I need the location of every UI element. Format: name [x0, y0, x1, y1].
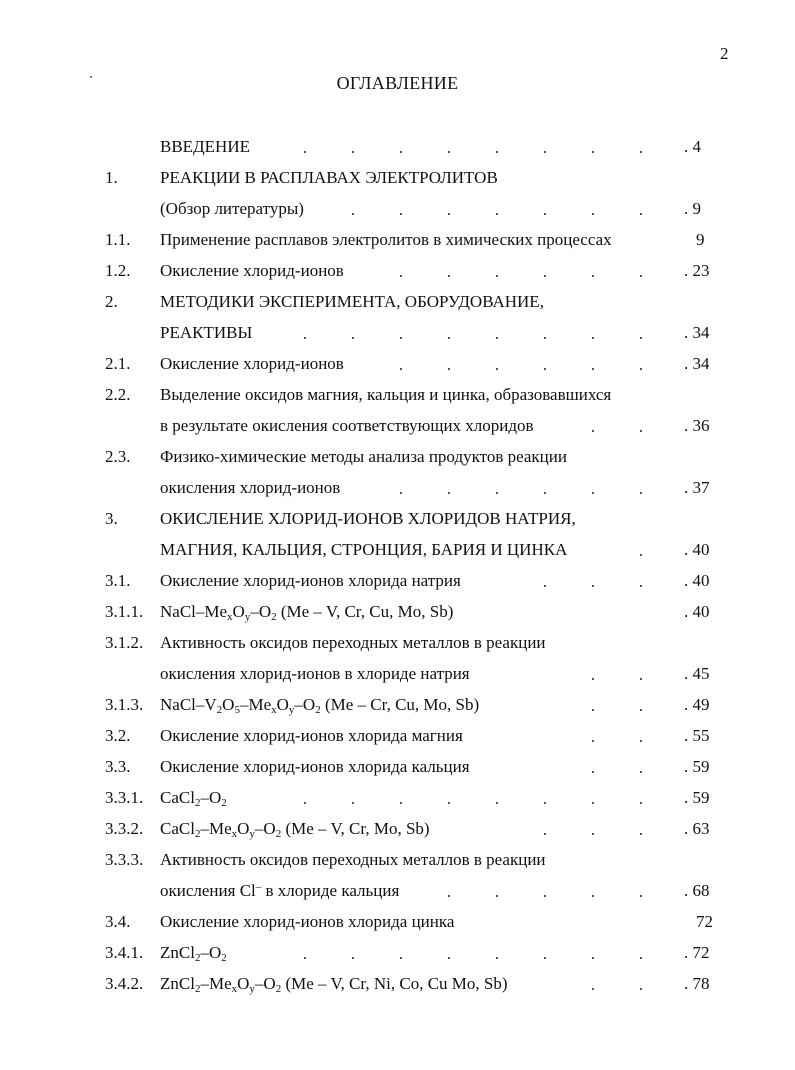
toc-entry-title: Окисление хлорид-ионов хлорида цинка	[160, 912, 455, 931]
toc-entry	[0, 972, 795, 996]
toc-entry-number: 3.1.	[105, 571, 131, 590]
toc-entry	[0, 817, 795, 841]
toc-entry-page: . 40	[684, 600, 710, 624]
toc-entry-title: (Обзор литературы)	[160, 199, 304, 218]
dot-leader	[0, 786, 795, 810]
toc-entry-title: NaCl–$Me_xO_y-O_2$ (Me – V, Cr, Cu, Mo, Sb)	[160, 602, 454, 623]
toc-entry	[0, 600, 795, 624]
toc-entry-page: . 59	[684, 786, 710, 810]
toc-entry	[0, 507, 795, 531]
toc-entry-number: 2.1.	[105, 354, 131, 373]
toc-entry-number: 1.2.	[105, 261, 131, 280]
toc-entry	[0, 910, 795, 934]
dot-leader	[0, 569, 795, 593]
toc-entry-page: . 37	[684, 476, 710, 500]
toc-entry	[0, 414, 795, 438]
toc-entry-title: РЕАКТИВЫ	[160, 323, 253, 342]
toc-entry-title: $ZnCl_2-O_2$	[160, 943, 227, 964]
dot-leader	[0, 972, 795, 996]
toc-entry-page: . 23	[684, 259, 710, 283]
dot-leader	[0, 321, 795, 345]
toc-entry	[0, 228, 795, 252]
toc-entry-number: 3.1.3.	[105, 695, 144, 714]
toc-entry-page: . 36	[684, 414, 710, 438]
dot-leader	[0, 538, 795, 562]
toc-entry	[0, 352, 795, 376]
toc-entry	[0, 848, 795, 872]
toc-entry	[0, 445, 795, 469]
toc-entry-title: окисления Cl– в хлориде кальция	[160, 881, 400, 900]
toc-entry-number: 3.3.1.	[105, 788, 144, 807]
toc-entry-number: 3.3.	[105, 757, 131, 776]
toc-entry-page: . 59	[684, 755, 710, 779]
dot-leader	[0, 352, 795, 376]
toc-entry	[0, 135, 795, 159]
toc-entry	[0, 941, 795, 965]
toc-entry-page: . 45	[684, 662, 710, 686]
toc-entry-page: . 72	[684, 941, 710, 965]
toc-entry-number: 3.4.1.	[105, 943, 144, 962]
dot-leader	[0, 724, 795, 748]
toc-entry-page: . 68	[684, 879, 710, 903]
toc-entry-title: Физико-химические методы анализа продуктов реакции	[160, 447, 567, 466]
toc-entry-title: Активность оксидов переходных металлов в реакции	[160, 633, 546, 652]
dot-leader	[0, 662, 795, 686]
toc-entry-title: Окисление хлорид-ионов	[160, 261, 344, 280]
dot-leader	[0, 693, 795, 717]
toc-entry-title: окисления хлорид-ионов в хлориде натрия	[160, 664, 470, 683]
toc-entry-page: . 40	[684, 569, 710, 593]
toc-entry	[0, 662, 795, 686]
dot-leader	[0, 941, 795, 965]
toc-entry	[0, 786, 795, 810]
toc-entry-title: Окисление хлорид-ионов хлорида натрия	[160, 571, 461, 590]
toc-entry-title: Окисление хлорид-ионов хлорида магния	[160, 726, 463, 745]
toc-entry-page: 9	[696, 230, 705, 249]
toc-entry-page: . 63	[684, 817, 710, 841]
toc-entry-number: 2.	[105, 292, 118, 311]
dot-leader	[0, 476, 795, 500]
dot-leader	[0, 197, 795, 221]
toc-entry	[0, 197, 795, 221]
toc-entry-title: $ZnCl_2-Me_xO_y-O_2$ (Me – V, Cr, Ni, Co, Cu Mo, Sb)	[160, 974, 508, 995]
toc-entry	[0, 476, 795, 500]
dot-leader	[0, 755, 795, 779]
toc-entry-number: 1.1.	[105, 230, 131, 249]
toc-entry	[0, 383, 795, 407]
toc-entry-title: Окисление хлорид-ионов	[160, 354, 344, 373]
toc-entry-number: 3.2.	[105, 726, 131, 745]
toc-entry-title: в результате окисления соответствующих хлоридов	[160, 416, 534, 435]
toc-entry-number: 3.	[105, 509, 118, 528]
toc-entry-page: . 40	[684, 538, 710, 562]
toc-entry	[0, 259, 795, 283]
toc-title: ОГЛАВЛЕНИЕ	[336, 73, 459, 93]
toc-entry-number: 3.3.3.	[105, 850, 144, 869]
toc-entry-title: Применение расплавов электролитов в химических процессах	[160, 230, 612, 249]
dot-leader	[0, 259, 795, 283]
dot-leader	[0, 414, 795, 438]
toc-entry-title: ВВЕДЕНИЕ	[160, 137, 250, 156]
toc-entry-number: 2.3.	[105, 447, 131, 466]
toc-entry	[0, 755, 795, 779]
toc-entry-page: . 55	[684, 724, 710, 748]
toc-entry	[0, 538, 795, 562]
toc-entry-page: . 34	[684, 321, 710, 345]
dot-leader	[0, 879, 795, 903]
toc-entry	[0, 569, 795, 593]
toc-entry	[0, 724, 795, 748]
toc-entry-number: 1.	[105, 168, 118, 187]
toc-entry	[0, 631, 795, 655]
toc-entry-title: ОКИСЛЕНИЕ ХЛОРИД-ИОНОВ ХЛОРИДОВ НАТРИЯ,	[160, 509, 576, 528]
toc-entry-number: 3.3.2.	[105, 819, 144, 838]
toc-entry-number: 2.2.	[105, 385, 131, 404]
dot-leader	[0, 817, 795, 841]
toc-entry-page: . 9	[684, 197, 701, 221]
toc-entry-page: . 34	[684, 352, 710, 376]
toc-entry-page: . 78	[684, 972, 710, 996]
toc-entry-title: $CaCl_2-O_2$	[160, 788, 227, 809]
toc-entry-number: 3.1.1.	[105, 602, 144, 621]
toc-entry-number: 3.1.2.	[105, 633, 144, 652]
toc-entry-number: 3.4.2.	[105, 974, 144, 993]
toc-entry-title: МАГНИЯ, КАЛЬЦИЯ, СТРОНЦИЯ, БАРИЯ И ЦИНКА	[160, 540, 568, 559]
toc-entry-number: 3.4.	[105, 912, 131, 931]
toc-entry-title: NaCl–$V_2O_5-Me_xO_y-O_2$ (Me – Cr, Cu, Mo, Sb)	[160, 695, 480, 716]
toc-entry	[0, 166, 795, 190]
toc-entry-page: . 49	[684, 693, 710, 717]
toc-entry-title: Окисление хлорид-ионов хлорида кальция	[160, 757, 470, 776]
toc-entry-title: окисления хлорид-ионов	[160, 478, 341, 497]
dot-leader	[0, 135, 795, 159]
toc-entry-title: $CaCl_2-Me_xO_y-O_2$ (Me – V, Cr, Mo, Sb)	[160, 819, 430, 840]
toc-entry-title: РЕАКЦИИ В РАСПЛАВАХ ЭЛЕКТРОЛИТОВ	[160, 168, 498, 187]
toc-entry-title: МЕТОДИКИ ЭКСПЕРИМЕНТА, ОБОРУДОВАНИЕ,	[160, 292, 544, 311]
toc-entry	[0, 321, 795, 345]
toc-entry	[0, 879, 795, 903]
page-number: 2	[720, 44, 729, 63]
toc-entry	[0, 693, 795, 717]
toc-entry-page: . 4	[684, 135, 701, 159]
toc-entry	[0, 290, 795, 314]
toc-entry-title: Активность оксидов переходных металлов в реакции	[160, 850, 546, 869]
toc-entry-title: Выделение оксидов магния, кальция и цинка, образовавшихся	[160, 385, 612, 404]
toc-entry-page: 72	[696, 912, 713, 931]
